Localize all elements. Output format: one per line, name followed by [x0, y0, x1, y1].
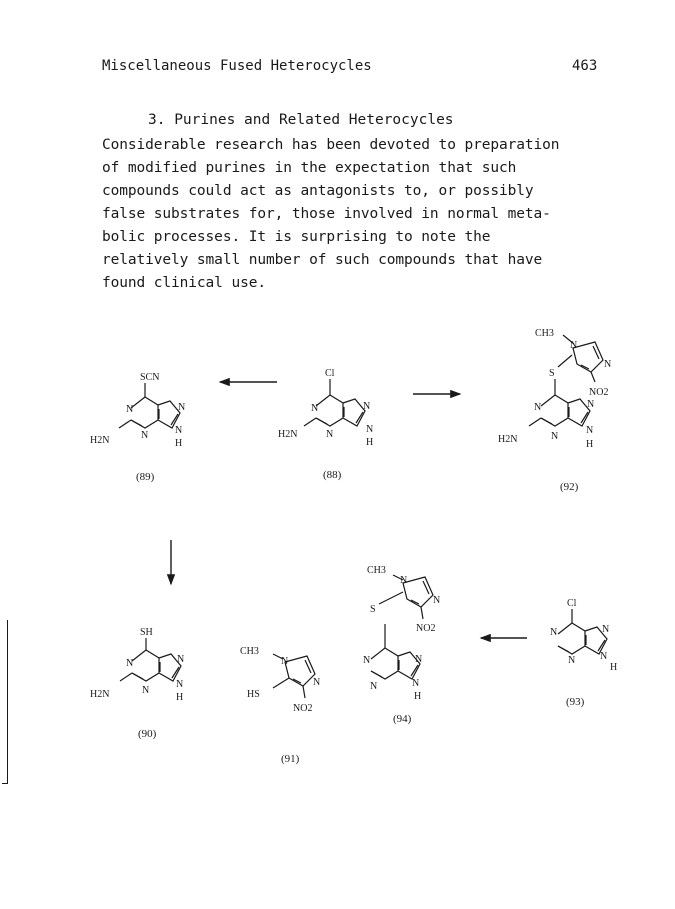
label-88: (88)	[323, 469, 342, 481]
margin-rule	[7, 620, 8, 784]
amino-group: H2N	[278, 429, 298, 440]
compound-90	[90, 627, 184, 703]
amino-group: H2N	[90, 435, 110, 446]
running-head: Miscellaneous Fused Heterocycles	[102, 58, 372, 74]
compound-92	[498, 355, 594, 450]
imidazole-92	[535, 328, 611, 398]
amino-group: H2N	[498, 434, 518, 445]
n-atom: N	[281, 656, 289, 667]
nitro-group: NO2	[589, 387, 609, 398]
methyl-group: CH3	[367, 565, 386, 576]
n-atom: N	[602, 624, 610, 635]
cl-atom: Cl	[325, 368, 335, 379]
amino-group: H2N	[90, 689, 110, 700]
imidazole-94	[367, 565, 440, 634]
label-90: (90)	[138, 728, 157, 740]
n-atom: N	[326, 429, 334, 440]
section-heading: 3. Purines and Related Heterocycles	[148, 112, 454, 128]
n-atom: N	[550, 627, 558, 638]
nitro-group: NO2	[416, 623, 436, 634]
label-91: (91)	[281, 753, 300, 765]
label-92: (92)	[560, 481, 579, 493]
n-atom: N	[433, 595, 441, 606]
n-atom: N	[311, 403, 319, 414]
s-atom: S	[549, 368, 555, 379]
s-atom: S	[370, 604, 376, 615]
n-atom: N	[415, 654, 423, 665]
n-atom: N	[570, 340, 578, 351]
n-atom: N	[587, 399, 595, 410]
n-atom: N	[412, 678, 420, 689]
n-atom: N	[600, 651, 608, 662]
h-atom: H	[586, 439, 594, 450]
n-atom: N	[551, 431, 559, 442]
n-atom: N	[142, 685, 150, 696]
methyl-group: CH3	[535, 328, 554, 339]
thiocyanate-group: SCN	[140, 372, 160, 383]
n-atom: N	[363, 655, 371, 666]
compound-89	[90, 372, 185, 449]
h-atom: H	[176, 692, 184, 703]
compound-88	[278, 368, 373, 448]
n-atom: N	[176, 679, 184, 690]
cl-atom: Cl	[567, 598, 577, 609]
margin-rule-hook	[2, 783, 8, 784]
methyl-group: CH3	[240, 646, 259, 657]
h-atom: H	[366, 437, 374, 448]
h-atom: H	[610, 662, 618, 673]
h-atom: H	[175, 438, 183, 449]
n-atom: N	[604, 359, 612, 370]
label-93: (93)	[566, 696, 585, 708]
compound-94	[363, 592, 422, 702]
n-atom: N	[370, 681, 378, 692]
thiol-group: SH	[140, 627, 153, 638]
n-atom: N	[363, 401, 371, 412]
n-atom: N	[568, 655, 576, 666]
n-atom: N	[366, 424, 374, 435]
label-89: (89)	[136, 471, 155, 483]
n-atom: N	[400, 575, 408, 586]
n-atom: N	[534, 402, 542, 413]
body-paragraph: Considerable research has been devoted to preparation of modified purines in the expectation that such compounds could act as antagonists to, or possibly false substrates for, those involved in normal meta- bolic processes. It is surprising to note the relatively small number of such compounds that have found clinical use.	[102, 137, 560, 291]
n-atom: N	[126, 658, 134, 669]
n-atom: N	[141, 430, 149, 441]
n-atom: N	[313, 677, 321, 688]
compound-93	[550, 598, 617, 673]
compound-91	[240, 646, 320, 714]
h-atom: H	[414, 691, 422, 702]
n-atom: N	[586, 425, 594, 436]
page-number: 463	[572, 58, 598, 74]
n-atom: N	[178, 402, 186, 413]
thiol-group: HS	[247, 689, 260, 700]
label-94: (94)	[393, 713, 412, 725]
n-atom: N	[175, 425, 183, 436]
n-atom: N	[126, 404, 134, 415]
nitro-group: NO2	[293, 703, 313, 714]
n-atom: N	[177, 654, 185, 665]
